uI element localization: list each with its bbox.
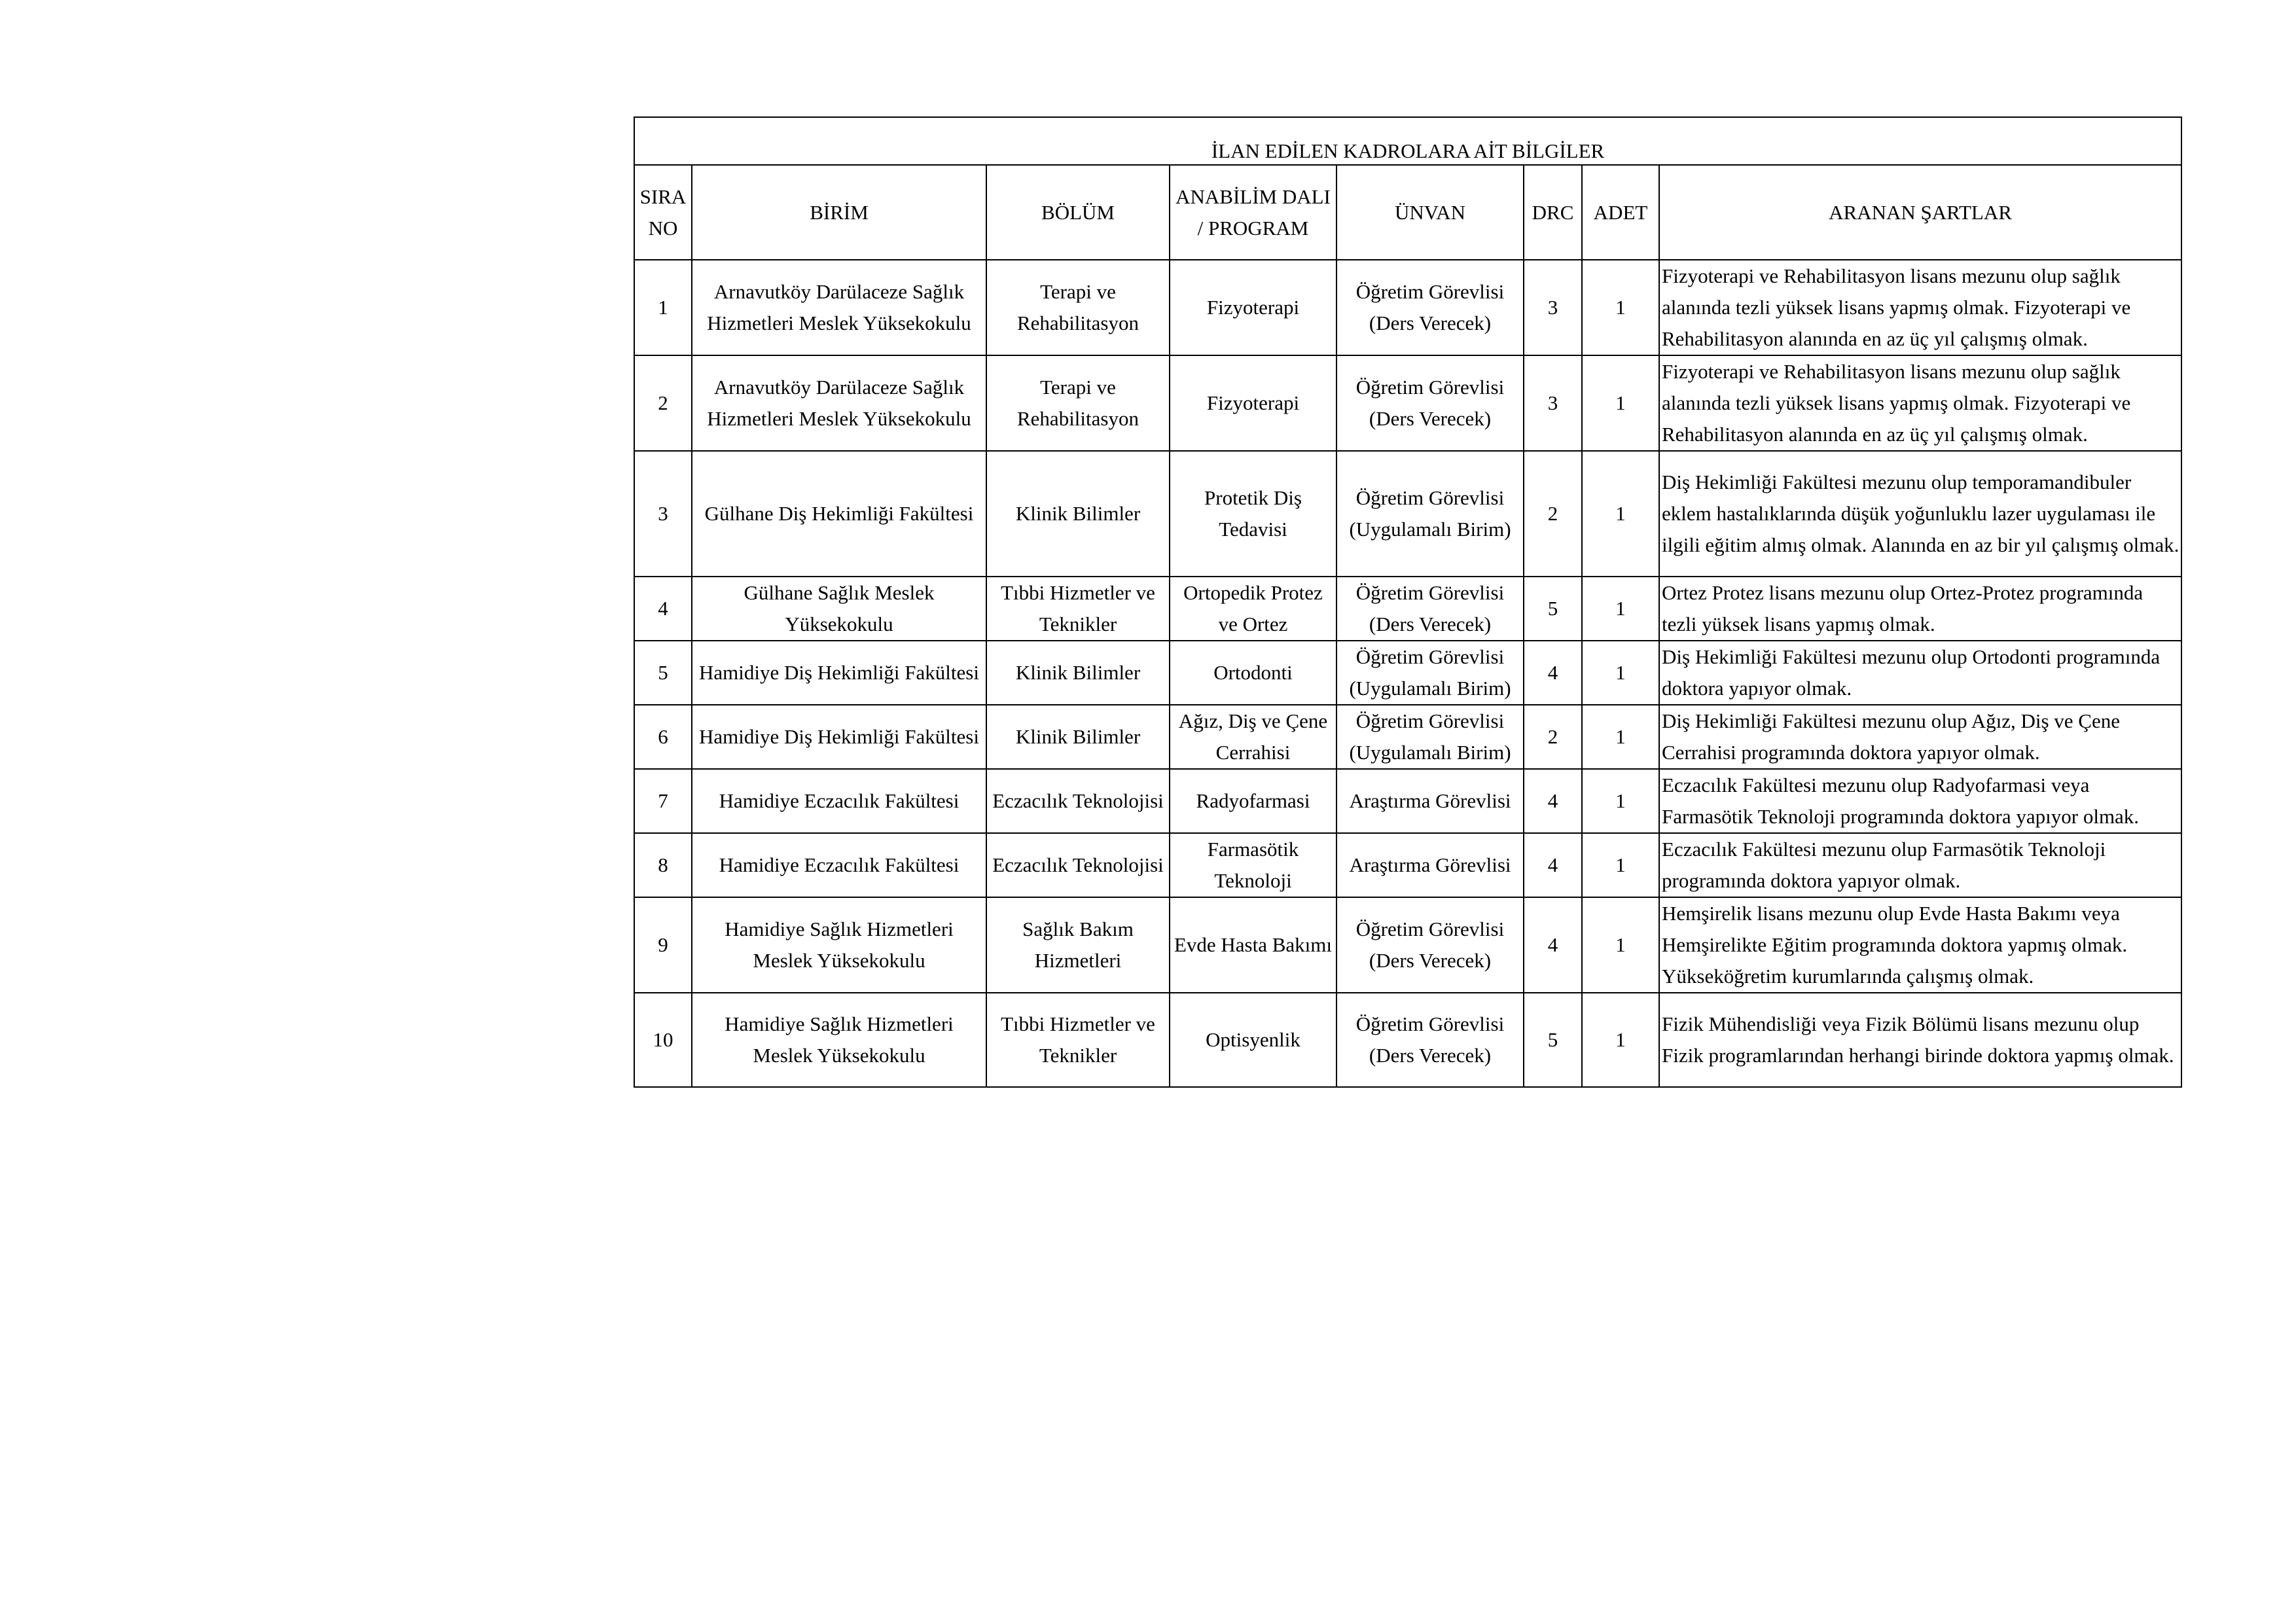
cell-bolum: Sağlık Bakım Hizmetleri (986, 897, 1170, 993)
cell-unvan: Öğretim Görevlisi (Ders Verecek) (1336, 897, 1524, 993)
cell-birim: Hamidiye Sağlık Hizmetleri Meslek Yüksekokulu (692, 993, 986, 1087)
cell-adet: 1 (1582, 355, 1659, 451)
cell-sira-no: 4 (634, 577, 692, 641)
cell-bolum: Terapi ve Rehabilitasyon (986, 260, 1170, 355)
cell-anabilim: Evde Hasta Bakımı (1170, 897, 1336, 993)
cell-aranan-sartlar: Diş Hekimliği Fakültesi mezunu olup Ortodonti programında doktora yapıyor olmak. (1659, 641, 2181, 705)
cell-anabilim: Ağız, Diş ve Çene Cerrahisi (1170, 705, 1336, 769)
cell-aranan-sartlar: Fizyoterapi ve Rehabilitasyon lisans mezunu olup sağlık alanında tezli yüksek lisans yapmış olmak. Fizyoterapi ve Rehabilitasyon alanında en az üç yıl çalışmış olmak. (1659, 260, 2181, 355)
cell-birim: Gülhane Diş Hekimliği Fakültesi (692, 451, 986, 577)
table-row (634, 769, 2181, 833)
cell-drc: 4 (1524, 897, 1582, 993)
cell-bolum: Tıbbi Hizmetler ve Teknikler (986, 993, 1170, 1087)
cell-sira-no: 6 (634, 705, 692, 769)
cell-anabilim: Protetik Diş Tedavisi (1170, 451, 1336, 577)
table-title: İLAN EDİLEN KADROLARA AİT BİLGİLER (634, 117, 2181, 165)
cell-adet: 1 (1582, 260, 1659, 355)
table-row (634, 451, 2181, 577)
cell-drc: 2 (1524, 451, 1582, 577)
col-header-drc: DRC (1524, 165, 1582, 260)
cell-birim: Hamidiye Diş Hekimliği Fakültesi (692, 641, 986, 705)
cell-adet: 1 (1582, 451, 1659, 577)
col-header-sira-no: SIRA NO (634, 165, 692, 260)
cell-bolum: Klinik Bilimler (986, 641, 1170, 705)
cell-sira-no: 9 (634, 897, 692, 993)
cell-aranan-sartlar: Ortez Protez lisans mezunu olup Ortez-Protez programında tezli yüksek lisans yapmış olmak. (1659, 577, 2181, 641)
cell-sira-no: 8 (634, 833, 692, 897)
cell-anabilim: Ortopedik Protez ve Ortez (1170, 577, 1336, 641)
cell-aranan-sartlar: Diş Hekimliği Fakültesi mezunu olup temporamandibuler eklem hastalıklarında düşük yoğunluklu lazer uygulaması ile ilgili eğitim almış olmak. Alanında en az bir yıl çalışmış olmak. (1659, 451, 2181, 577)
cell-birim: Hamidiye Eczacılık Fakültesi (692, 769, 986, 833)
cell-unvan: Araştırma Görevlisi (1336, 833, 1524, 897)
table-row (634, 897, 2181, 993)
cell-drc: 4 (1524, 641, 1582, 705)
cell-birim: Gülhane Sağlık Meslek Yüksekokulu (692, 577, 986, 641)
cell-sira-no: 1 (634, 260, 692, 355)
cell-birim: Arnavutköy Darülaceze Sağlık Hizmetleri Meslek Yüksekokulu (692, 260, 986, 355)
col-header-anabilim: ANABİLİM DALI / PROGRAM (1170, 165, 1336, 260)
cell-anabilim: Optisyenlik (1170, 993, 1336, 1087)
cell-bolum: Klinik Bilimler (986, 451, 1170, 577)
cell-adet: 1 (1582, 993, 1659, 1087)
cell-aranan-sartlar: Eczacılık Fakültesi mezunu olup Radyofarmasi veya Farmasötik Teknoloji programında doktora yapıyor olmak. (1659, 769, 2181, 833)
cell-anabilim: Farmasötik Teknoloji (1170, 833, 1336, 897)
header-row (634, 165, 2181, 260)
cell-aranan-sartlar: Hemşirelik lisans mezunu olup Evde Hasta Bakımı veya Hemşirelikte Eğitim programında doktora yapmış olmak. Yükseköğretim kurumlarında çalışmış olmak. (1659, 897, 2181, 993)
cell-unvan: Öğretim Görevlisi (Ders Verecek) (1336, 355, 1524, 451)
cell-aranan-sartlar: Diş Hekimliği Fakültesi mezunu olup Ağız, Diş ve Çene Cerrahisi programında doktora yapıyor olmak. (1659, 705, 2181, 769)
cell-anabilim: Fizyoterapi (1170, 260, 1336, 355)
cell-aranan-sartlar: Fizik Mühendisliği veya Fizik Bölümü lisans mezunu olup Fizik programlarından herhangi birinde doktora yapmış olmak. (1659, 993, 2181, 1087)
cell-unvan: Öğretim Görevlisi (Ders Verecek) (1336, 577, 1524, 641)
col-header-unvan: ÜNVAN (1336, 165, 1524, 260)
cell-anabilim: Fizyoterapi (1170, 355, 1336, 451)
cell-unvan: Öğretim Görevlisi (Uygulamalı Birim) (1336, 451, 1524, 577)
cell-bolum: Klinik Bilimler (986, 705, 1170, 769)
cell-unvan: Öğretim Görevlisi (Uygulamalı Birim) (1336, 705, 1524, 769)
cell-aranan-sartlar: Eczacılık Fakültesi mezunu olup Farmasötik Teknoloji programında doktora yapıyor olmak. (1659, 833, 2181, 897)
table-row (634, 641, 2181, 705)
table-row (634, 355, 2181, 451)
cell-unvan: Öğretim Görevlisi (Ders Verecek) (1336, 993, 1524, 1087)
table-row (634, 577, 2181, 641)
cell-birim: Arnavutköy Darülaceze Sağlık Hizmetleri Meslek Yüksekokulu (692, 355, 986, 451)
cell-drc: 5 (1524, 577, 1582, 641)
cell-birim: Hamidiye Eczacılık Fakültesi (692, 833, 986, 897)
cell-anabilim: Radyofarmasi (1170, 769, 1336, 833)
table-row (634, 705, 2181, 769)
cell-drc: 5 (1524, 993, 1582, 1087)
cell-adet: 1 (1582, 833, 1659, 897)
cell-birim: Hamidiye Diş Hekimliği Fakültesi (692, 705, 986, 769)
cell-aranan-sartlar: Fizyoterapi ve Rehabilitasyon lisans mezunu olup sağlık alanında tezli yüksek lisans yapmış olmak. Fizyoterapi ve Rehabilitasyon alanında en az üç yıl çalışmış olmak. (1659, 355, 2181, 451)
cell-bolum: Eczacılık Teknolojisi (986, 769, 1170, 833)
col-header-bolum: BÖLÜM (986, 165, 1170, 260)
cell-unvan: Öğretim Görevlisi (Uygulamalı Birim) (1336, 641, 1524, 705)
cell-birim: Hamidiye Sağlık Hizmetleri Meslek Yüksekokulu (692, 897, 986, 993)
table-row (634, 993, 2181, 1087)
cell-adet: 1 (1582, 769, 1659, 833)
table-row (634, 833, 2181, 897)
cell-bolum: Tıbbi Hizmetler ve Teknikler (986, 577, 1170, 641)
cell-sira-no: 2 (634, 355, 692, 451)
cell-anabilim: Ortodonti (1170, 641, 1336, 705)
cell-drc: 3 (1524, 355, 1582, 451)
cell-drc: 3 (1524, 260, 1582, 355)
col-header-adet: ADET (1582, 165, 1659, 260)
kadro-bilgileri-table (634, 116, 2182, 1088)
cell-adet: 1 (1582, 897, 1659, 993)
cell-unvan: Öğretim Görevlisi (Ders Verecek) (1336, 260, 1524, 355)
cell-adet: 1 (1582, 577, 1659, 641)
cell-unvan: Araştırma Görevlisi (1336, 769, 1524, 833)
cell-sira-no: 10 (634, 993, 692, 1087)
title-row (634, 117, 2181, 165)
cell-adet: 1 (1582, 705, 1659, 769)
cell-adet: 1 (1582, 641, 1659, 705)
cell-sira-no: 7 (634, 769, 692, 833)
table-row (634, 260, 2181, 355)
cell-sira-no: 3 (634, 451, 692, 577)
cell-drc: 2 (1524, 705, 1582, 769)
col-header-aranan-sartlar: ARANAN ŞARTLAR (1659, 165, 2181, 260)
col-header-birim: BİRİM (692, 165, 986, 260)
cell-bolum: Eczacılık Teknolojisi (986, 833, 1170, 897)
cell-bolum: Terapi ve Rehabilitasyon (986, 355, 1170, 451)
cell-drc: 4 (1524, 833, 1582, 897)
cell-drc: 4 (1524, 769, 1582, 833)
cell-sira-no: 5 (634, 641, 692, 705)
